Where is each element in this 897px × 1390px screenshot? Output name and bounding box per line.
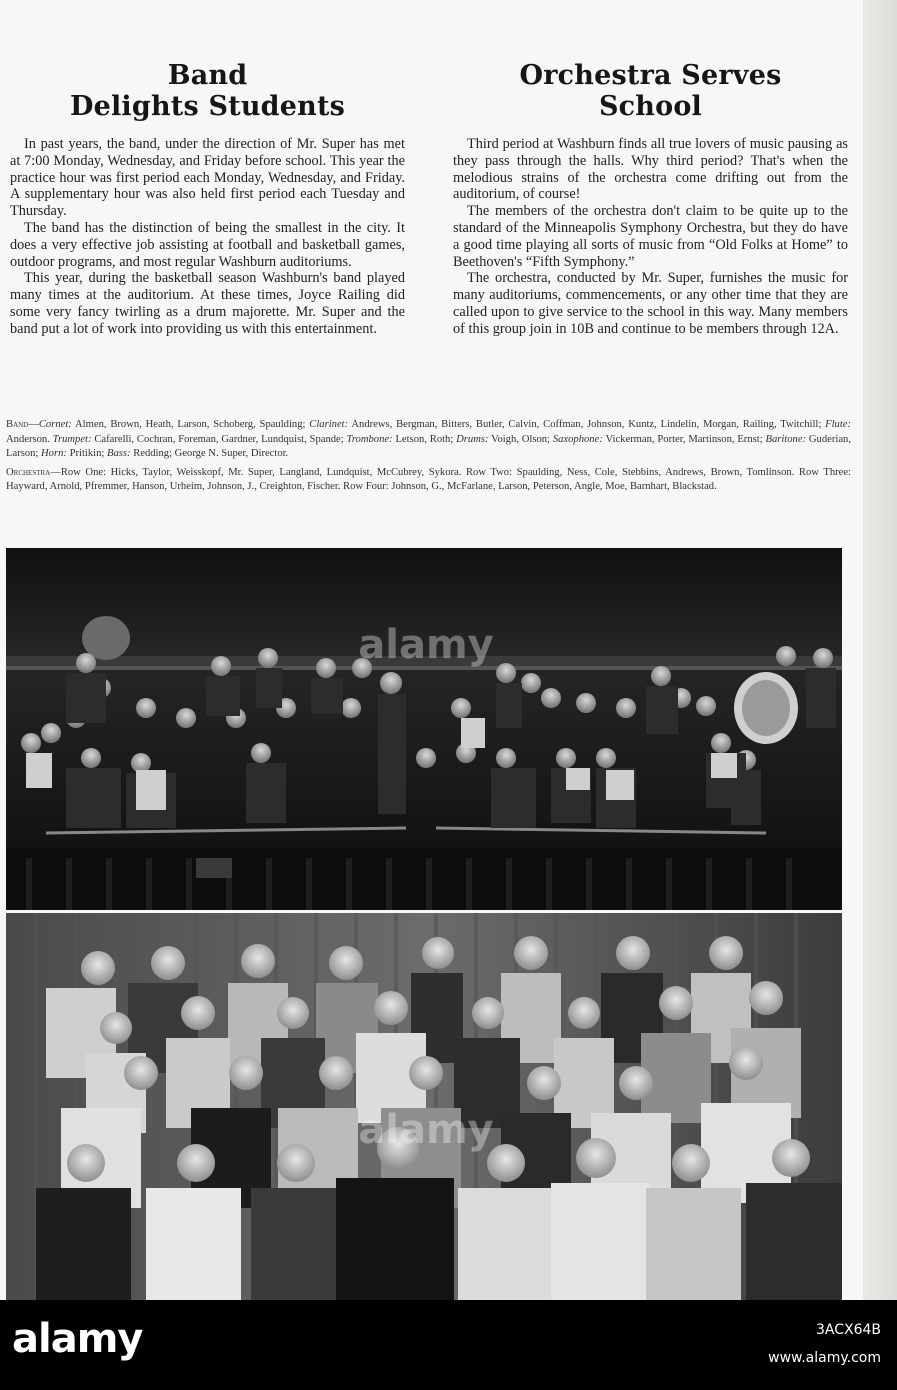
band-credits: Band—Cornet: Almen, Brown, Heath, Larson, Schoberg, Spaulding; Clarinet: Andrews, Bergman, Bitters, Butler, Calvin, Coffman, Johnson, Kuntz, Lindelin, Morgan, Railing, Twitchill; Flute: Anderson. Trumpet: Cafarelli, Cochran, Foreman, Gardner, Lundquist, Spande; Trombone: Letson, Roth; Drums: Voigh, Olson; Saxophone: Vickerman, Porter, Martinson, Ernst; Baritone: Guderian, Larson; Horn: Pritikin; Bass: Redding; George N. Super, Director. <box>6 419 851 459</box>
credit-section: Baritone: <box>765 433 807 445</box>
band-article <box>10 60 405 338</box>
orchestra-photo <box>6 913 842 1300</box>
credit-names: Pritikin; <box>69 448 105 459</box>
band-paragraph: The band has the distinction of being the smallest in the city. It does a very effective job assisting at football and basketball games, outdoor programs, and most regular Washburn auditoriums. <box>10 219 405 270</box>
band-headline <box>10 60 405 122</box>
orchestra-paragraph: The orchestra, conducted by Mr. Super, furnishes the music for many auditoriums, commencements, or any other time that they are called upon to give service to the school in this way. Many members of this group join in 10B and continue to be members through 12A. <box>453 270 848 337</box>
credit-section: Clarinet: <box>309 419 349 430</box>
credit-section: Trombone: <box>346 433 393 445</box>
orchestra-credits <box>6 466 851 495</box>
credit-names: Almen, Brown, Heath, Larson, Schoberg, Spaulding; <box>75 419 306 430</box>
credit-section: Cornet: <box>38 419 72 430</box>
orchestra-article <box>453 60 848 338</box>
credit-names: Guderian, Larson; <box>6 433 851 459</box>
orchestra-body <box>453 136 848 338</box>
band-headline-line2: Delights Students <box>69 91 346 122</box>
website-url: www.alamy.com <box>768 1350 881 1366</box>
band-paragraph: This year, during the basketball season Washburn's band played many times at the auditorium. At these times, Joyce Railing did some very fancy twirling as a drum majorette. Mr. Super and the band put a lot of work into providing us with this entertainment. <box>10 270 405 337</box>
credit-names: Andrews, Bergman, Bitters, Butler, Calvin, Coffman, Johnson, Kuntz, Lindelin, Morgan, Railing, Twitchill; <box>351 419 822 430</box>
orchestra-credits-label: Orchestra <box>6 466 51 478</box>
band-body <box>10 136 405 338</box>
photo-credits <box>6 418 851 499</box>
band-photo-image <box>6 548 842 910</box>
stock-footer <box>0 1300 897 1390</box>
credit-names: Vickerman, Porter, Martinson, Ernst; <box>605 433 763 445</box>
orchestra-headline <box>453 60 848 122</box>
band-photo <box>6 548 842 910</box>
credit-section: Flute: <box>825 419 851 430</box>
orchestra-paragraph: Third period at Washburn finds all true lovers of music pausing as they pass through the halls. Why third period? That's when the melodious strains of the orchestra come drifting out from the auditorium, of course! <box>453 136 848 203</box>
orchestra-photo-image <box>6 913 842 1300</box>
credit-section: Bass: <box>106 448 131 459</box>
credit-section: Saxophone: <box>552 433 603 445</box>
credit-section: Trumpet: <box>52 433 92 445</box>
watermark: alamy <box>358 1107 494 1153</box>
watermark: alamy <box>358 622 494 668</box>
band-paragraph: In past years, the band, under the direction of Mr. Super has met at 7:00 Monday, Wednesday, and Friday before school. This year the practice hour was first period each Monday, Wednesday, and Friday. A supplementary hour was also held first period each Tuesday and Thursday. <box>10 136 405 220</box>
credit-section: Horn: <box>41 448 67 459</box>
credit-names: Anderson. <box>6 433 50 445</box>
page-edge-shadow <box>863 0 897 1300</box>
orchestra-headline-line1: Orchestra Serves <box>519 60 782 91</box>
credit-section: Drums: <box>456 433 489 445</box>
credit-names: Letson, Roth; <box>395 433 454 445</box>
orchestra-headline-line2: School <box>598 91 703 122</box>
image-id: 3ACX64B <box>815 1322 881 1338</box>
band-headline-line1: Band <box>167 60 248 91</box>
credit-names: Voigh, Olson; <box>491 433 550 445</box>
orchestra-paragraph: The members of the orchestra don't claim to be quite up to the standard of the Minneapolis Symphony Orchestra, but they do have a good time playing all sorts of music from “Old Folks at Home” to Beethoven's “Fifth Symphony.” <box>453 203 848 270</box>
credit-names: Redding; George N. Super, Director. <box>133 448 289 459</box>
credit-names: Cafarelli, Cochran, Foreman, Gardner, Lundquist, Spande; <box>94 433 344 445</box>
alamy-logo: alamy <box>12 1316 143 1362</box>
band-credits-label: Band <box>6 419 29 430</box>
orchestra-credits-text: —Row One: Hicks, Taylor, Weisskopf, Mr. Super, Langland, Lundquist, McCubrey, Sykora. Row Two: Spaulding, Ness, Cole, Stebbins, Andrews, Brown, Tomlinson. Row Three: Hayward, Arnold, Pfremmer, Hanson, Urheim, Johnson, J., Creighton, Fischer. Row Four: Johnson, G., McFarlane, Larson, Peterson, Angle, Moe, Barnhart, Blackstad. <box>6 466 851 492</box>
